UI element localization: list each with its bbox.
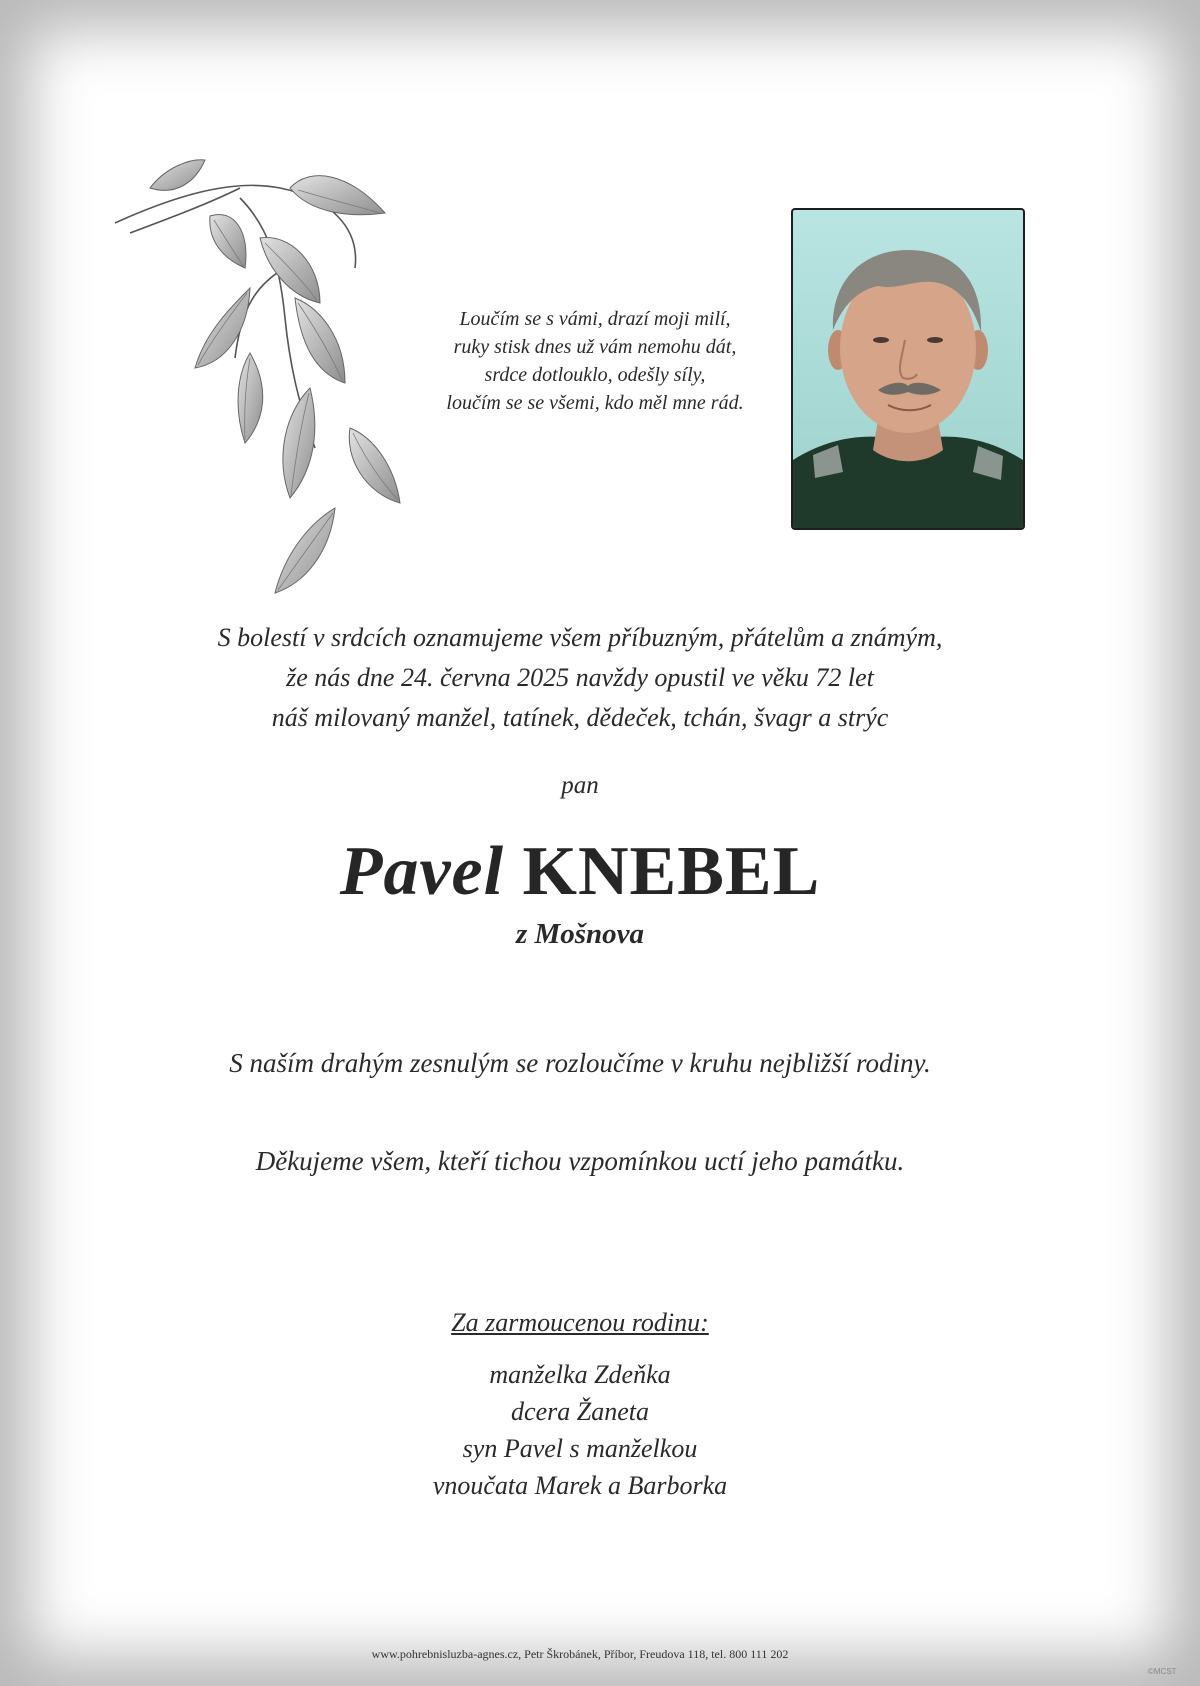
- leaf-branch-icon: [110, 158, 430, 598]
- copyright-mark: ©MCST: [1148, 1667, 1177, 1676]
- title: pan: [561, 772, 599, 799]
- family-block: [0, 1304, 1160, 1504]
- family-member: vnoučata Marek a Barborka: [432, 1471, 728, 1500]
- verse-line: srdce dotlouklo, odešly síly,: [484, 364, 706, 386]
- family-heading: Za zarmoucenou rodinu:: [451, 1308, 709, 1337]
- deceased-name: [0, 832, 1160, 912]
- announcement-line: náš milovaný manžel, tatínek, dědeček, tchán, švagr a strýc: [271, 703, 889, 732]
- announcement-line: S bolestí v srdcích oznamujeme všem příbuzným, přátelům a známým,: [217, 623, 943, 652]
- first-name: Pavel: [339, 833, 505, 910]
- announcement-line: že nás dne 24. června 2025 navždy opustil ve věku 72 let: [286, 663, 874, 692]
- verse: [395, 305, 795, 417]
- verse-line: Loučím se s vámi, drazí moji milí,: [459, 308, 731, 330]
- verse-line: loučím se se všemi, kdo měl mne rád.: [446, 392, 744, 414]
- family-member: dcera Žaneta: [511, 1397, 649, 1426]
- portrait-photo: [791, 208, 1025, 530]
- family-member: syn Pavel s manželkou: [462, 1434, 698, 1463]
- verse-line: ruky stisk dnes už vám nemohu dát,: [453, 336, 737, 358]
- portrait-icon: [793, 210, 1023, 528]
- last-name: KNEBEL: [522, 833, 821, 910]
- origin: z Mošnova: [515, 918, 645, 950]
- family-member: manželka Zdeňka: [489, 1360, 671, 1389]
- thanks-text: Děkujeme všem, kteří tichou vzpomínkou uctí jeho památku.: [255, 1146, 905, 1176]
- farewell-text: S naším drahým zesnulým se rozloučíme v kruhu nejbližší rodiny.: [229, 1048, 931, 1078]
- footer-contact: www.pohrebnisluzba-agnes.cz, Petr Škrobánek, Příbor, Freudova 118, tel. 800 111 202: [371, 1647, 789, 1661]
- announcement: [0, 618, 1160, 738]
